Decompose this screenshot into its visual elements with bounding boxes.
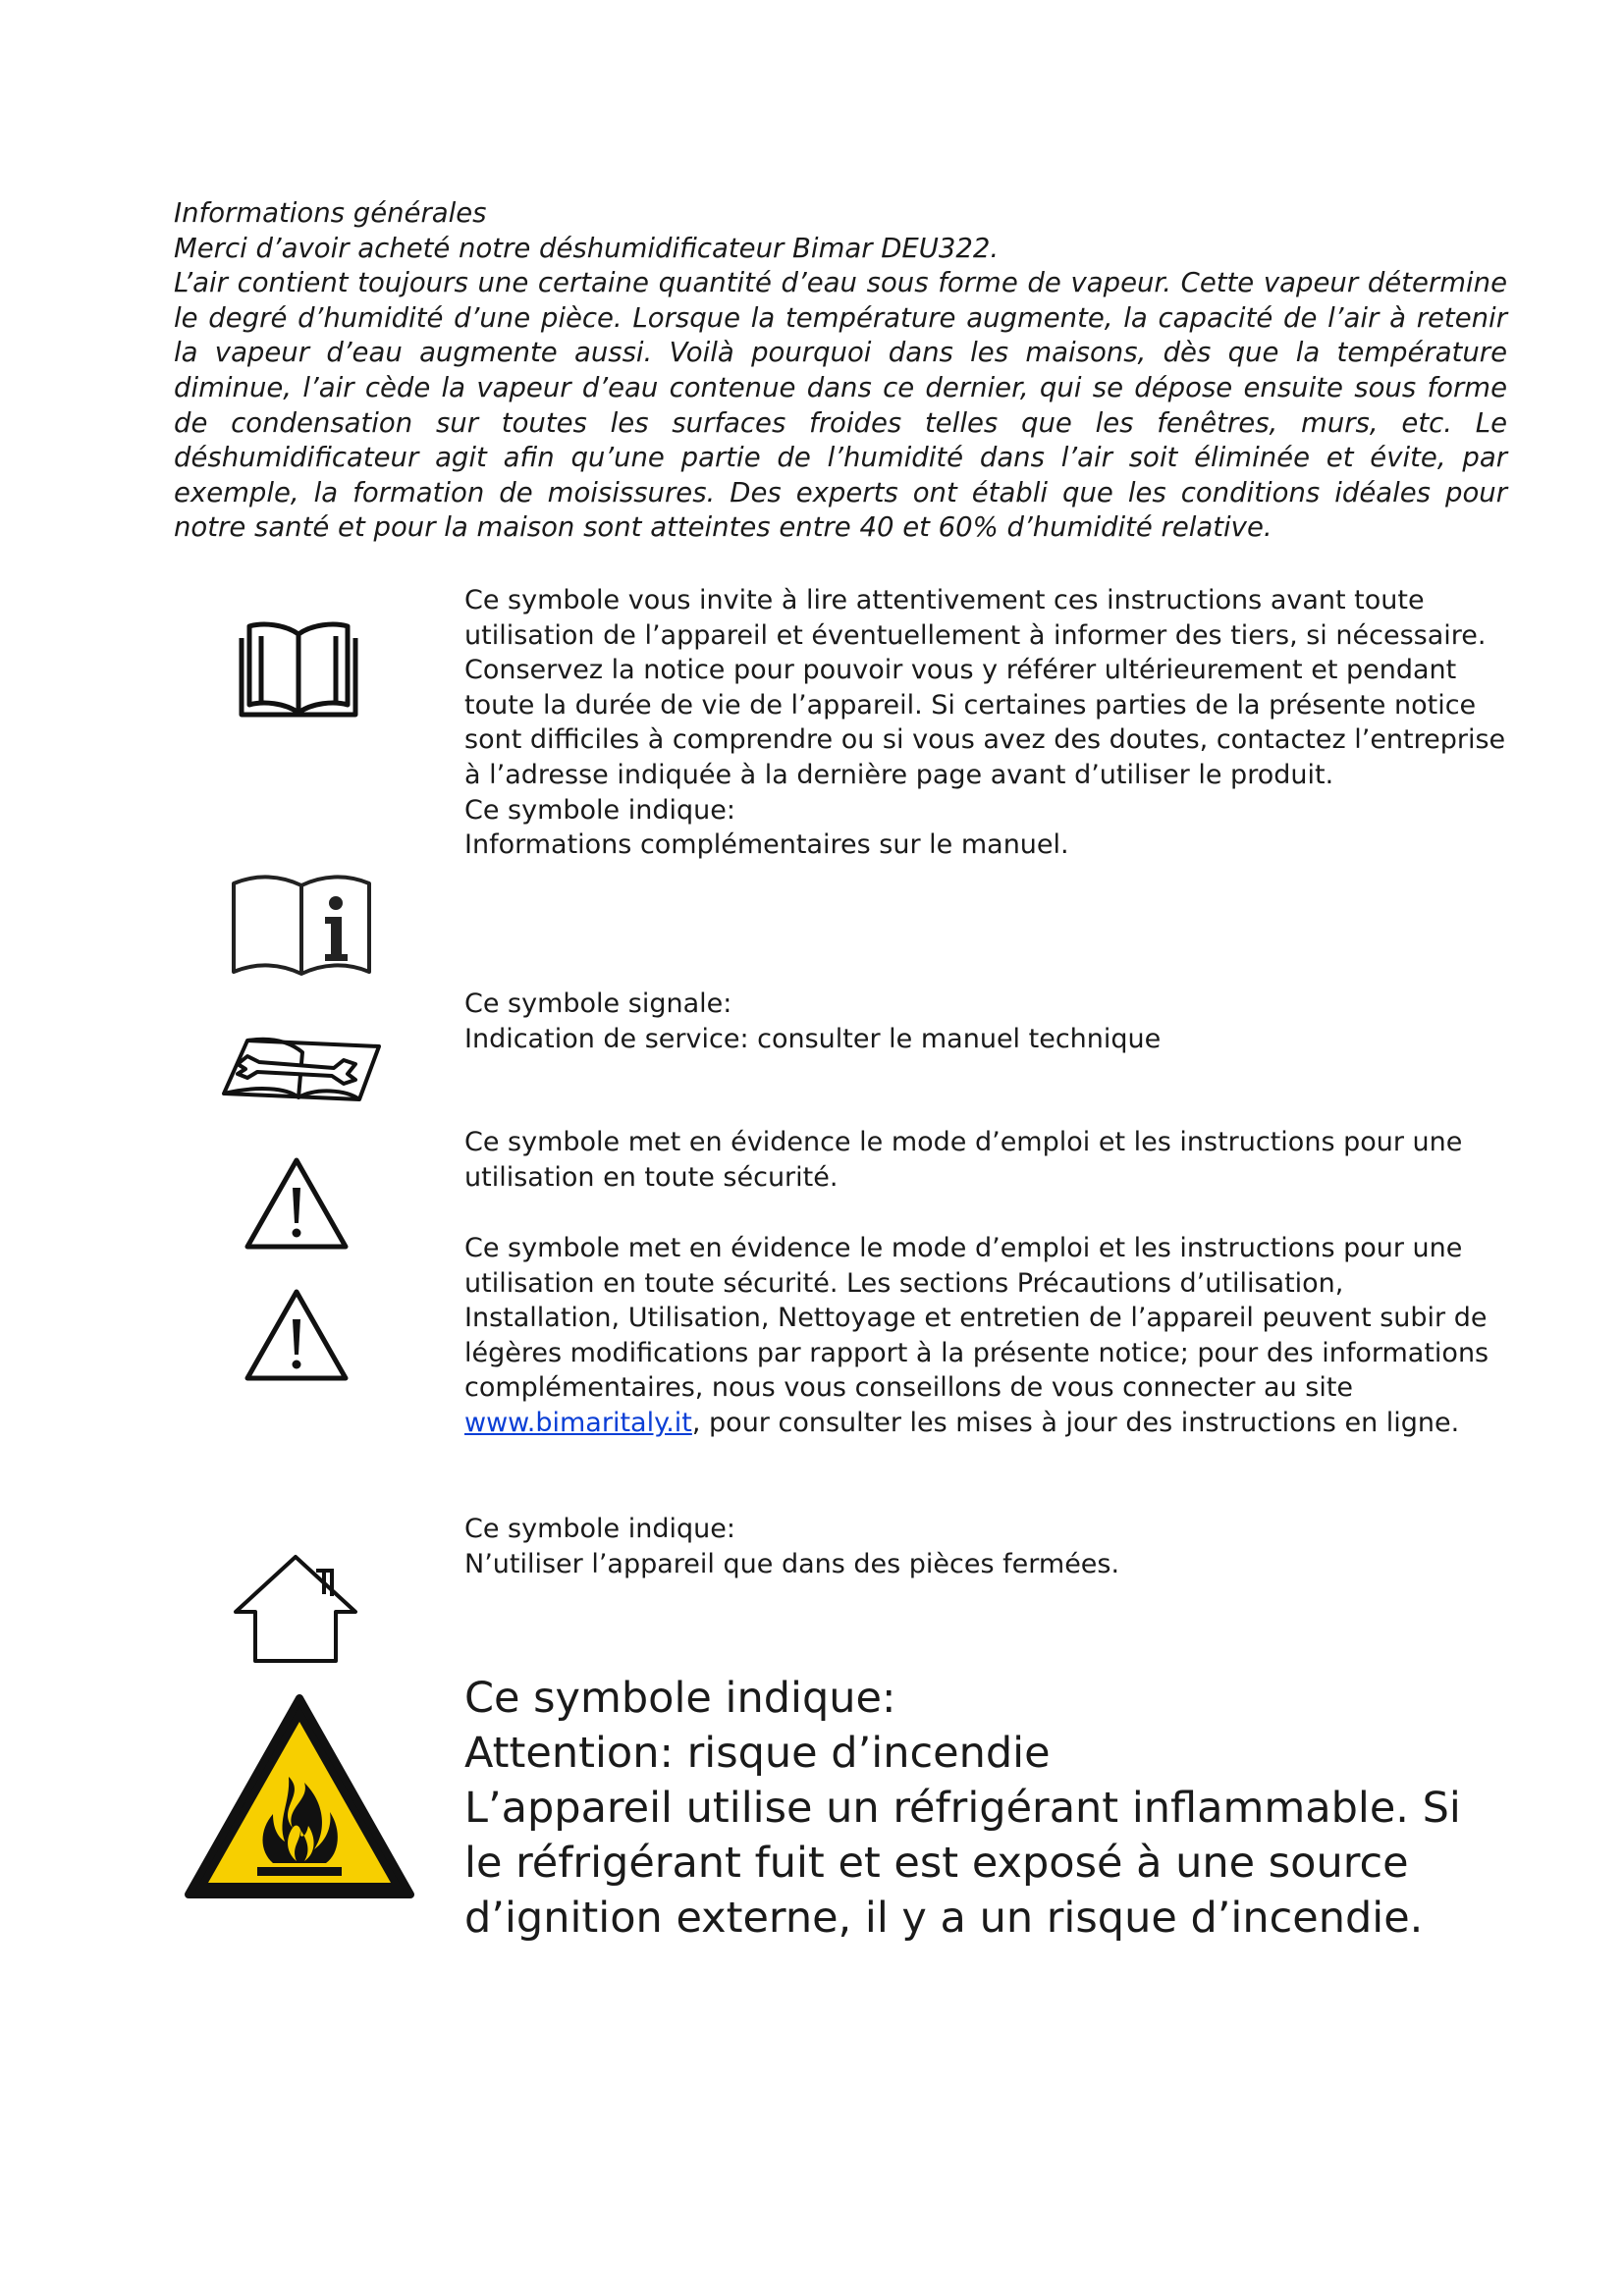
read-manual-text xyxy=(464,583,1507,863)
bimaritaly-link[interactable]: www.bimaritaly.it xyxy=(464,1407,692,1438)
info-description: Informations complémentaires sur le manuel. xyxy=(464,829,1069,861)
service-description: Indication de service: consulter le manuel technique xyxy=(464,1023,1162,1054)
service-text xyxy=(464,987,1507,1056)
indoor-description: N’utiliser l’appareil que dans des pièces fermées. xyxy=(464,1548,1120,1579)
fire-subtitle: Attention: risque d’incendie xyxy=(464,1729,1051,1778)
info-title: Ce symbole indique: xyxy=(464,794,735,826)
book-wrench-icon xyxy=(218,1033,385,1105)
open-book-icon xyxy=(236,616,361,719)
fire-title: Ce symbole indique: xyxy=(464,1674,896,1723)
intro-thanks: Merci d’avoir acheté notre déshumidificateur Bimar DEU322. xyxy=(174,232,1000,264)
house-icon xyxy=(230,1551,361,1667)
warning1-description: Ce symbole met en évidence le mode d’emploi et les instructions pour une utilisation en toute sécurité. xyxy=(464,1127,1463,1193)
intro-heading: Informations générales xyxy=(174,197,487,229)
indoor-title: Ce symbole indique: xyxy=(464,1514,735,1544)
read-manual-description: Ce symbole vous invite à lire attentivement ces instructions avant toute utilisation de l’appareil et éventuellement à informer des tiers, si nécessaire. Conservez la notice pour pouvoir vous y référer ultérieurement et pendant toute la durée de vie de l’appareil. Si certaines parties de la présente notice sont difficiles à comprendre ou si vous avez des doutes, contactez l’entreprise à l’adresse indiquée à la dernière page avant d’utiliser le produit. xyxy=(464,585,1506,790)
warning2-text-before: Ce symbole met en évidence le mode d’emploi et les instructions pour une utilisation en toute sécurité. Les sections Précautions d’utilisation, Installation, Utilisation, Nettoyage et entretien de l’appareil peuvent subir de légères modifications par rapport à la présente notice; pour des informations complémentaires, nous vous conseillons de vous connecter au site xyxy=(464,1233,1489,1404)
book-info-icon xyxy=(230,870,373,978)
indoor-text xyxy=(464,1512,1507,1581)
warning2-text xyxy=(464,1231,1507,1441)
intro-paragraph: L’air contient toujours une certaine quantité d’eau sous forme de vapeur. Cette vapeur détermine le degré d’humidité d’une pièce. Lorsque la température augmente, la capacité de l’air à retenir la vapeur d’eau augmente aussi. Voilà pourquoi dans les maisons, dès que la température diminue, l’air cède la vapeur d’eau contenue dans ce dernier, qui se dépose ensuite sous forme de condensation sur toutes les surfaces froides telles que les fenêtres, murs, etc. Le déshumidificateur agit afin qu’une partie de l’humidité dans l’air soit éliminée et évite, par exemple, la formation de moisissures. Des experts ont établi que les conditions idéales pour notre santé et pour la maison sont atteintes entre 40 et 60% d’humidité relative. xyxy=(174,267,1507,544)
service-title: Ce symbole signale: xyxy=(464,988,732,1019)
warning-triangle-icon xyxy=(242,1154,352,1253)
warning2-description xyxy=(464,1231,1507,1441)
intro-section xyxy=(174,196,1507,546)
flammable-warning-icon xyxy=(183,1692,416,1902)
fire-text xyxy=(464,1671,1507,1946)
warning-triangle-icon xyxy=(242,1286,352,1384)
warning2-text-after: , pour consulter les mises à jour des instructions en ligne. xyxy=(691,1407,1460,1438)
warning1-text xyxy=(464,1125,1507,1195)
fire-description: L’appareil utilise un réfrigérant inflammable. Si le réfrigérant fuit et est exposé à une source d’ignition externe, il y a un risque d’incendie. xyxy=(464,1784,1461,1943)
